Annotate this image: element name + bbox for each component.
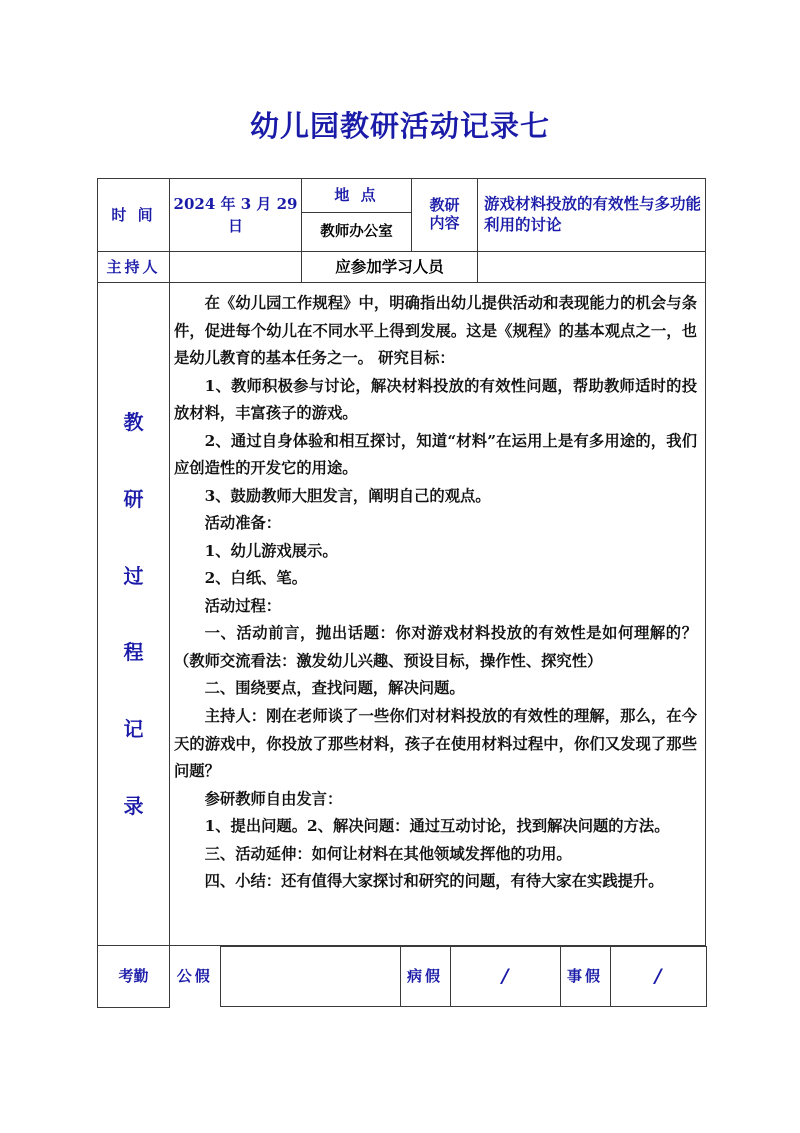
place-label: 地 点 (302, 179, 411, 213)
record-vertical-label-char-4: 记 (123, 716, 144, 741)
record-paragraph-7: 活动过程： (204, 596, 282, 615)
record-paragraph-2: 2、通过自身体验和相互探讨，知道“材料”在运用上是有多用途的，我们应创造性的开发它的用途。 (174, 431, 697, 478)
record-paragraph-8: 一、活动前言，抛出话题：你对游戏材料投放的有效性是如何理解的？（教师交流看法：激发幼儿兴趣、预设目标，操作性、探究性） (174, 624, 697, 670)
attendees-label: 应参加学习人员 (302, 252, 478, 283)
record-vertical-label-char-5: 录 (123, 793, 144, 818)
personal-leave-label: 事假 (560, 947, 610, 1007)
table-row-attendance (98, 946, 706, 1008)
record-vertical-label-char-1: 研 (123, 486, 144, 511)
host-label: 主持人 (98, 252, 170, 283)
record-vertical-label-char-3: 程 (123, 640, 144, 665)
personal-leave-value-cell (610, 947, 706, 1007)
public-leave-label: 公假 (170, 947, 220, 1007)
time-label: 时 间 (98, 179, 170, 252)
record-paragraph-10: 主持人：刚在老师谈了一些你们对材料投放的有效性的理解，那么，在今天的游戏中，你投放了那些材料，孩子在使用材料过程中，你们又发现了那些问题？ (174, 706, 697, 781)
place-stack (302, 179, 411, 251)
record-body-cell (170, 283, 706, 946)
table-row-meta (98, 179, 706, 252)
record-vertical-label (98, 384, 169, 844)
sick-leave-value-cell (450, 947, 560, 1007)
topic-label-line-2: 内容 (429, 214, 460, 232)
place-value: 教师办公室 (320, 223, 393, 241)
record-vertical-label-char-2: 过 (123, 563, 144, 588)
record-paragraph-1: 1、教师积极参与讨论，解决材料投放的有效性问题，帮助教师适时的投放材料，丰富孩子的游戏。 (174, 376, 697, 423)
record-paragraph-14: 四、小结：还有值得大家探讨和研究的问题，有待大家在实践提升。 (204, 872, 664, 891)
record-paragraph-11: 参研教师自由发言： (204, 789, 343, 808)
table-row-host (98, 252, 706, 283)
record-paragraph-9: 二、围绕要点，查找问题，解决问题。 (204, 679, 465, 698)
record-paragraph-5: 1、幼儿游戏展示。 (204, 541, 338, 560)
record-paragraph-13: 三、活动延伸：如何让材料在其他领域发挥他的功用。 (204, 844, 572, 863)
topic-label (412, 179, 478, 252)
topic-value-cell (478, 179, 706, 252)
record-body-text (174, 290, 697, 896)
table-row-record (98, 283, 706, 946)
topic-label-line-1: 教研 (429, 196, 460, 215)
record-paragraph-6: 2、白纸、笔。 (204, 569, 308, 588)
record-paragraph-4: 活动准备： (204, 514, 282, 533)
sick-leave-label: 病假 (400, 947, 450, 1007)
attendance-group (170, 946, 706, 1008)
page-title: 幼儿园教研活动记录七 (249, 109, 550, 143)
public-leave-value (220, 947, 400, 1007)
meeting-record-table (97, 178, 706, 1008)
time-value: 2024 年 3 月 29 日 (170, 179, 302, 252)
place-cell (302, 179, 412, 252)
personal-leave-value: / (654, 965, 662, 988)
record-paragraph-0: 在《幼儿园工作规程》中，明确指出幼儿提供活动和表现能力的机会与条件，促进每个幼儿在不同水平上得到发展。这是《规程》的基本观点之一，也是幼儿教育的基本任务之一。 研究目标： (174, 294, 697, 368)
attendees-value (478, 252, 706, 283)
record-paragraph-12: 1、提出问题。2、解决问题：通过互动讨论，找到解决问题的方法。 (204, 817, 670, 836)
sick-leave-value: / (501, 965, 509, 988)
attendance-label: 考勤 (98, 946, 170, 1008)
record-vertical-label-char-0: 教 (123, 410, 144, 435)
topic-value: 游戏材料投放的有效性与多功能利用的讨论 (484, 194, 702, 234)
host-value (170, 252, 302, 283)
record-vertical-label-cell (98, 283, 170, 946)
record-paragraph-3: 3、鼓励教师大胆发言，阐明自己的观点。 (204, 486, 491, 505)
